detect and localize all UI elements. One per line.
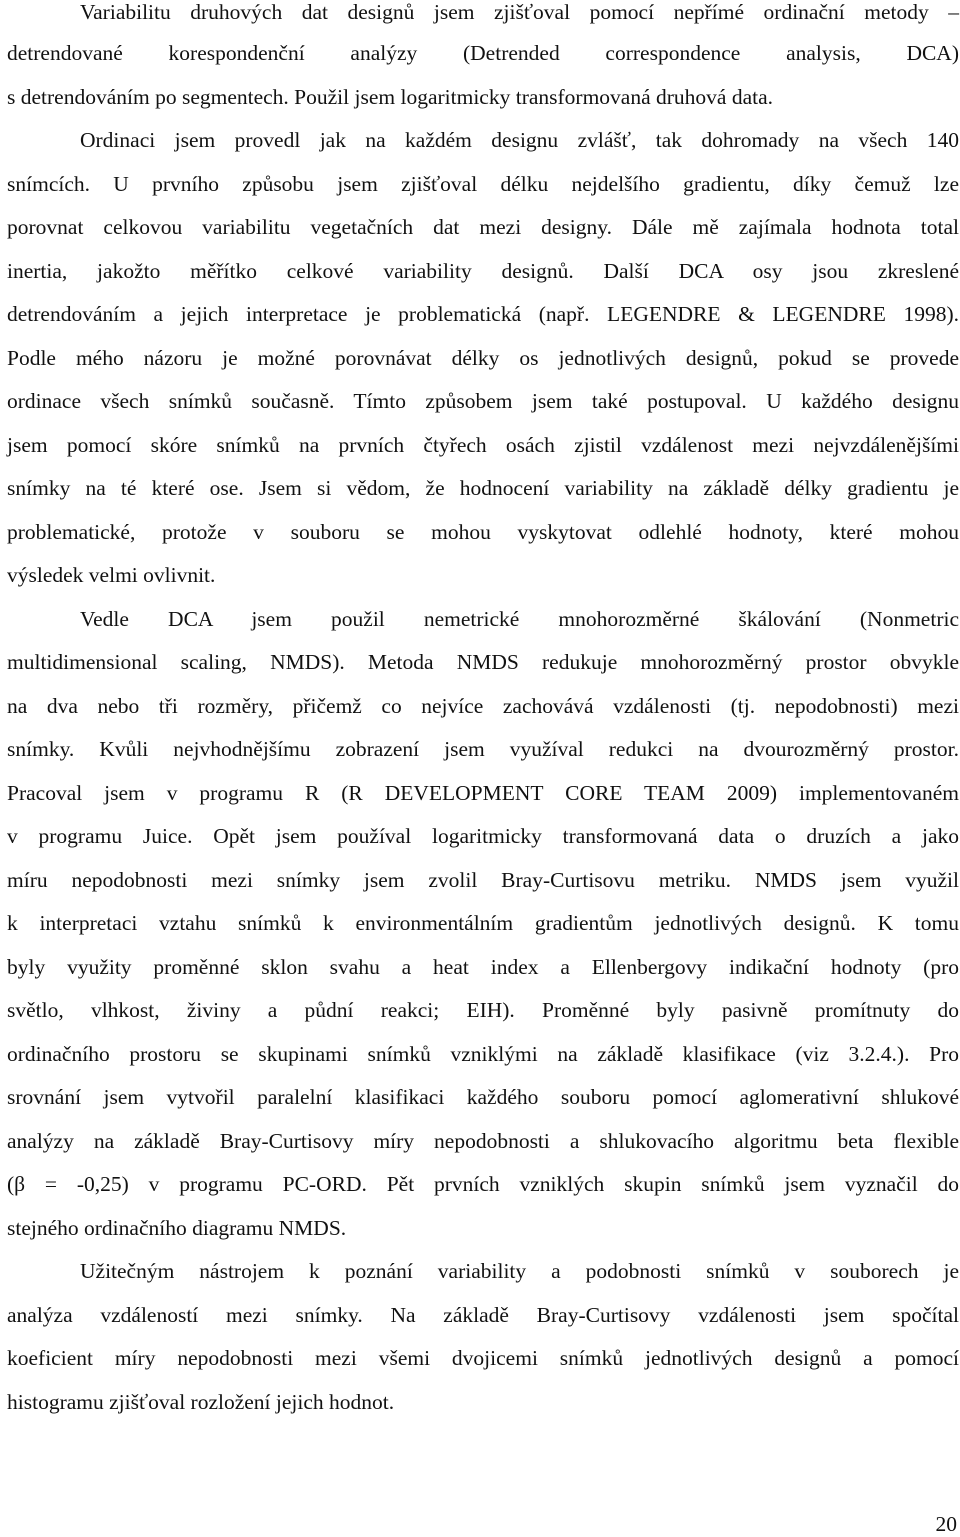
- text-line: výsledek velmi ovlivnit.: [7, 563, 216, 587]
- text-line: porovnat celkovou variabilitu vegetačních dat mezi designy. Dále mě zajímala hodnota total: [7, 215, 959, 239]
- text-line: Variabilitu druhových dat designů jsem zjišťoval pomocí nepřímé ordinační metody –: [80, 0, 959, 24]
- text-line: ordinačního prostoru se skupinami snímků vzniklými na základě klasifikace (viz 3.2.4.). Pro: [7, 1042, 959, 1066]
- text-line: snímcích. U prvního způsobu jsem zjišťoval délku nejdelšího gradientu, díky čemuž lze: [7, 172, 959, 196]
- text-line: multidimensional scaling, NMDS). Metoda NMDS redukuje mnohorozměrný prostor obvykle: [7, 650, 959, 674]
- text-line: jsem pomocí skóre snímků na prvních čtyřech osách zjistil vzdálenost mezi nejvzdálenějšími: [7, 433, 959, 457]
- text-line: Ordinaci jsem provedl jak na každém designu zvlášť, tak dohromady na všech 140: [80, 128, 959, 152]
- text-line: snímky na té které ose. Jsem si vědom, že hodnocení variability na základě délky gradientu je: [7, 476, 959, 500]
- text-line: snímky. Kvůli nejvhodnějšímu zobrazení jsem využíval redukci na dvourozměrný prostor.: [7, 737, 959, 761]
- text-line: detrendováním a jejich interpretace je problematická (např. LEGENDRE & LEGENDRE 1998).: [7, 302, 959, 326]
- text-line: na dva nebo tři rozměry, přičemž co nejvíce zachovává vzdálenosti (tj. nepodobnosti) mezi: [7, 694, 959, 718]
- text-line: Užitečným nástrojem k poznání variability a podobnosti snímků v souborech je: [80, 1259, 959, 1283]
- text-line: byly využity proměnné sklon svahu a heat index a Ellenbergovy indikační hodnoty (pro: [7, 955, 959, 979]
- text-line: histogramu zjišťoval rozložení jejich hodnot.: [7, 1390, 395, 1414]
- text-line: s detrendováním po segmentech. Použil jsem logaritmicky transformovaná druhová data.: [7, 85, 774, 109]
- text-line: Podle mého názoru je možné porovnávat délky os jednotlivých designů, pokud se provede: [7, 346, 959, 370]
- text-line: Pracoval jsem v programu R (R DEVELOPMENT CORE TEAM 2009) implementovaném: [7, 781, 959, 805]
- text-line: inertia, jakožto měřítko celkové variability designů. Další DCA osy jsou zkreslené: [7, 259, 959, 283]
- text-line: koeficient míry nepodobnosti mezi všemi dvojicemi snímků jednotlivých designů a pomocí: [7, 1346, 959, 1370]
- text-line: Vedle DCA jsem použil nemetrické mnohorozměrné škálování (Nonmetric: [80, 607, 959, 631]
- text-line: stejného ordinačního diagramu NMDS.: [7, 1216, 347, 1240]
- text-line: ordinace všech snímků současně. Tímto způsobem jsem také postupoval. U každého designu: [7, 389, 959, 413]
- text-line: míru nepodobnosti mezi snímky jsem zvolil Bray-Curtisovu metriku. NMDS jsem využil: [7, 868, 959, 892]
- text-line: k interpretaci vztahu snímků k environmentálním gradientům jednotlivých designů. K tomu: [7, 911, 959, 935]
- page-number: 20: [935, 1512, 957, 1536]
- text-line: analýza vzdáleností mezi snímky. Na základě Bray-Curtisovy vzdálenosti jsem spočítal: [7, 1303, 959, 1327]
- text-line: analýzy na základě Bray-Curtisovy míry nepodobnosti a shlukovacího algoritmu beta flexible: [7, 1129, 959, 1153]
- text-line: problematické, protože v souboru se mohou vyskytovat odlehlé hodnoty, které mohou: [7, 520, 959, 544]
- text-line: v programu Juice. Opět jsem používal logaritmicky transformovaná data o druzích a jako: [7, 824, 959, 848]
- text-line: detrendované korespondenční analýzy (Detrended correspondence analysis, DCA): [7, 41, 959, 65]
- text-line: světlo, vlhkost, živiny a půdní reakci; EIH). Proměnné byly pasivně promítnuty do: [7, 998, 959, 1022]
- text-line: (β = -0,25) v programu PC-ORD. Pět prvních vzniklých skupin snímků jsem vyznačil do: [7, 1172, 959, 1196]
- text-line: srovnání jsem vytvořil paralelní klasifikaci každého souboru pomocí aglomerativní shlukové: [7, 1085, 959, 1109]
